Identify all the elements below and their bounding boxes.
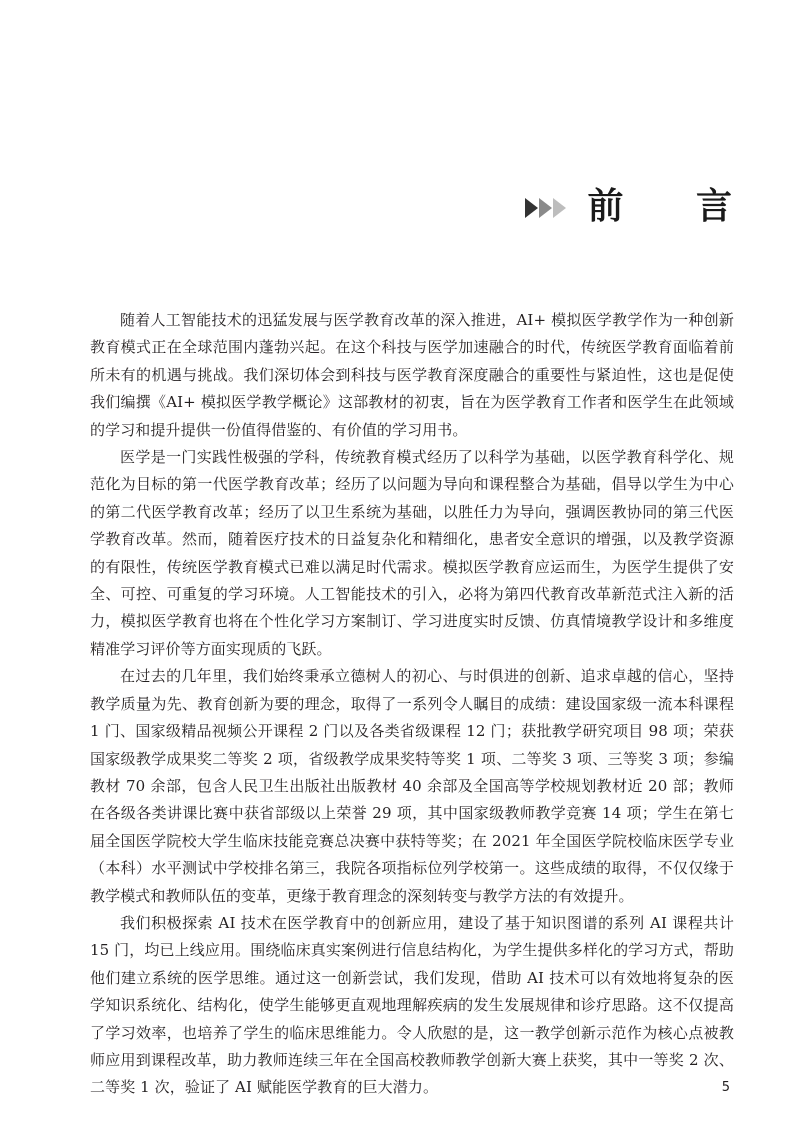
paragraph: 我们积极探索 AI 技术在医学教育中的创新应用，建设了基于知识图谱的系列 AI 课程共计 15 门，均已上线应用。围绕临床真实案例进行信息结构化，为学生提供多样化的学习方式，帮助他们建立系统的医学思维。通过这一创新尝试，我们发现，借助 AI 技术可以有效地将复杂的医学知识系统化、结构化，使学生能够更直观地理解疾病的发生发展规律和诊疗思路。这不仅提高了学习效率，也培养了学生的临床思维能力。令人欣慰的是，这一教学创新示范作为核心点被教师应用到课程改革，助力教师连续三年在全国高校教师教学创新大赛上获奖，其中一等奖 2 次、二等奖 1 次，验证了 AI 赋能医学教育的巨大潜力。	[90, 913, 734, 1097]
chevron-right-icon	[539, 198, 552, 218]
triple-chevron-icon	[525, 198, 567, 218]
preface-body	[90, 307, 734, 1102]
chevron-right-icon	[553, 198, 566, 218]
section-heading	[525, 183, 762, 231]
paragraph: 医学是一门实践性极强的学科，传统教育模式经历了以科学为基础，以医学教育科学化、规范化为目标的第一代医学教育改革；经历了以问题为导向和课程整合为基础，倡导以学生为中心的第二代医学教育改革；经历了以卫生系统为基础，以胜任力为导向，强调医教协同的第三代医学教育改革。然而，随着医疗技术的日益复杂化和精细化，患者安全意识的增强，以及教学资源的有限性，传统医学教育模式已难以满足时代需求。模拟医学教育应运而生，为医学生提供了安全、可控、可重复的学习环境。人工智能技术的引入，必将为第四代教育改革新范式注入新的活力，模拟医学教育也将在个性化学习方案制订、学习进度实时反馈、仿真情境教学设计和多维度精准学习评价等方面实现质的飞跃。	[90, 448, 734, 658]
paragraph: 随着人工智能技术的迅猛发展与医学教育改革的深入推进，AI+ 模拟医学教学作为一种创新教育模式正在全球范围内蓬勃兴起。在这个科技与医学加速融合的时代，传统医学教育面临着前所未有的机遇与挑战。我们深切体会到科技与医学教育深度融合的重要性与紧迫性，这也是促使我们编撰《AI+ 模拟医学教学概论》这部教材的初衷，旨在为医学教育工作者和医学生在此领域的学习和提升提供一份值得借鉴的、有价值的学习用书。	[90, 311, 734, 439]
paragraph: 在过去的几年里，我们始终秉承立德树人的初心、与时俱进的创新、追求卓越的信心，坚持教学质量为先、教育创新为要的理念，取得了一系列令人瞩目的成绩：建设国家级一流本科课程 1 门、国家级精品视频公开课程 2 门以及各类省级课程 12 门；获批教学研究项目 98 项；荣获国家级教学成果奖二等奖 2 项，省级教学成果奖特等奖 1 项、二等奖 3 项、三等奖 3 项；参编教材 70 余部，包含人民卫生出版社出版教材 40 余部及全国高等学校规划教材近 20 部；教师在各级各类讲课比赛中获省部级以上荣誉 29 项，其中国家级教师教学竞赛 14 项；学生在第七届全国医学院校大学生临床技能竞赛总决赛中获特等奖；在 2021 年全国医学院校临床医学专业（本科）水平测试中学校排名第三，我院各项指标位列学校第一。这些成绩的取得，不仅仅缘于教学模式和教师队伍的变革，更缘于教育理念的深刻转变与教学方法的有效提升。	[90, 667, 734, 905]
chevron-right-icon	[525, 198, 538, 218]
page-title: 前 言	[587, 186, 762, 227]
page-number: 5	[721, 1080, 730, 1095]
